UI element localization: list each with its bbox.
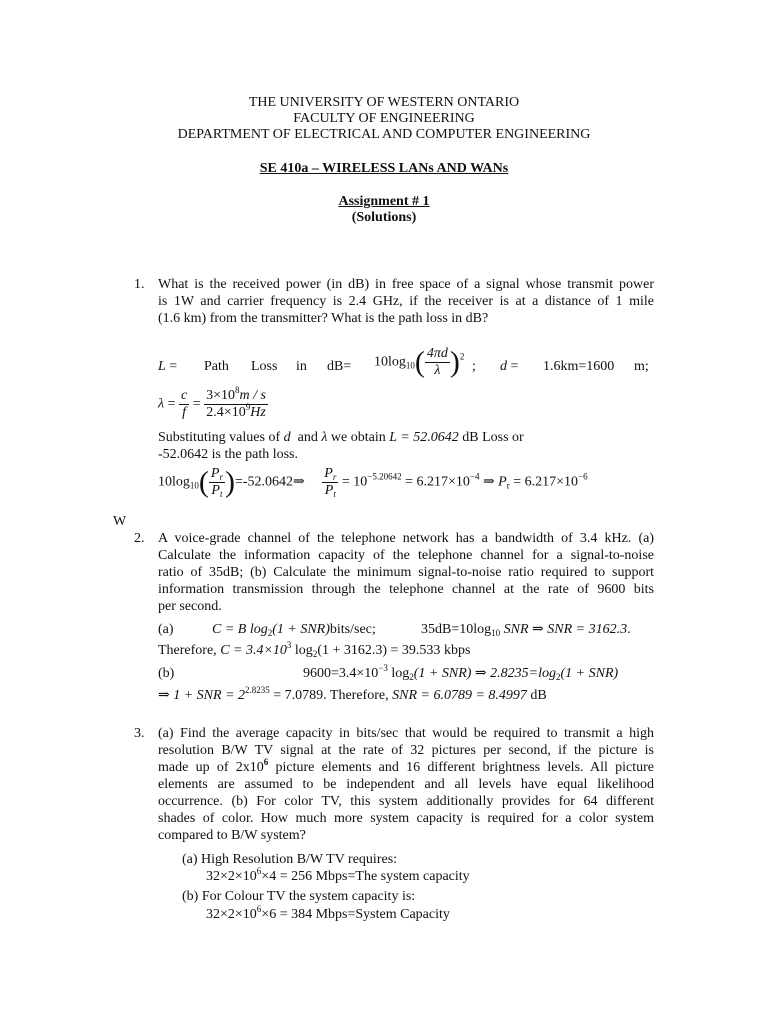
q1-d-unit: m; <box>634 359 649 374</box>
q1-path-loss-formula: $10\log_{10}$( $\frac{4\pi d}{\lambda}$ )$^2$ <box>374 345 465 379</box>
q2-line: A voice-grade channel of the telephone network has a bandwidth of 3.4 kHz. (a) <box>158 531 654 546</box>
q1-eq-word-db: dB= <box>327 359 352 374</box>
q2-line: information transmission through the telephone channel at the rate of 9600 bits <box>158 582 654 597</box>
q3-number: 3. <box>134 726 145 741</box>
q3-line: elements are assumed to be independent and all levels have equal likelihood <box>158 777 654 792</box>
q2-b-eq1: $9600=3.4\times 10^{-3}$ $\log_2(1 + SNR)$ ⇒ $2.8235=\log_2(1 + SNR)$ <box>303 663 619 682</box>
q1-power-ratio: $10\log_{10}$( $\frac{P_r}{P_t}$ )=-52.0642⇒ $\frac{P_r}{P_t}$ = $10^{-5.20642} = 6.217\times 10^{-4}$ ⇒ $P_r = 6.217\times 10^{-6}$ <box>158 465 588 499</box>
q2-line: ratio of 35dB; (b) Calculate the minimum signal-to-noise ratio required to support <box>158 565 654 580</box>
q1-eq-word-in: in <box>296 359 307 374</box>
q1-semicolon: ; <box>472 359 476 374</box>
q2-line: per second. <box>158 599 222 614</box>
solutions-subtitle: (Solutions) <box>351 210 417 225</box>
university-title: THE UNIVERSITY OF WESTERN ONTARIO <box>248 95 520 110</box>
q1-line: What is the received power (in dB) in free space of a signal whose transmit power <box>158 277 654 292</box>
q2-a-snr: $35dB=10\log_{10}$ SNR ⇒ SNR = 3162.3. <box>421 622 631 638</box>
q1-d-value: 1.6km=1600 <box>543 359 615 374</box>
q3-b-head: (b) For Colour TV the system capacity is: <box>182 889 416 904</box>
q3-line: compared to B/W system? <box>158 828 306 843</box>
q3-line: made up of $2x10^6$ picture elements and 16 different brightness levels. All picture <box>158 757 655 775</box>
q2-a-formula: C = B $\log_2(1$ + SNR)bits/sec; <box>212 622 376 638</box>
q2-line: Calculate the information capacity of the telephone channel for a signal-to-noise <box>158 548 654 563</box>
assignment-title: Assignment # 1 <box>338 194 430 209</box>
q2-b-label: (b) <box>158 666 175 681</box>
q2-text <box>158 530 654 615</box>
q1-eq-word-loss: Loss <box>251 359 278 374</box>
department-title: DEPARTMENT OF ELECTRICAL AND COMPUTER ENGINEERING <box>177 127 591 142</box>
q1-substituting: Substituting values of d and λ we obtain L = 52.0642 dB Loss or <box>158 430 524 445</box>
faculty-title: FACULTY OF ENGINEERING <box>293 111 475 126</box>
q1-eq-L: L = <box>158 359 178 374</box>
q2-b-eq2: ⇒ 1 + SNR = $2^{2.8235} = 7.0789$. Therefore, SNR = 6.0789 = 8.4997 dB <box>158 685 547 703</box>
q1-lambda-eq: λ = $\frac{c}{f}$ = $\frac{3\times 10^8m / s}{2.4\times 10^9Hz}$ <box>158 385 266 420</box>
q1-eq-word-path: Path <box>204 359 229 374</box>
q3-line: resolution B/W TV signal at the rate of 32 pictures per second, if the picture is <box>158 743 654 758</box>
stray-mark: W <box>113 514 127 529</box>
q3-line: occurrence. (b) For color TV, this system additionally provides for 64 different <box>158 794 654 809</box>
q1-text <box>158 276 654 327</box>
q3-text <box>158 725 654 844</box>
q2-therefore: Therefore, $C = 3.4\times 10^3$ $\log_2(1 + 3162.3) = 39.533$ kbps <box>158 640 471 659</box>
q1-d-var: d = <box>500 359 519 374</box>
course-title: SE 410a – WIRELESS LANs AND WANs <box>259 161 509 176</box>
q3-a-calc: $32\times 2\times 10^6\times 4 = 256$ Mbps=The system capacity <box>206 866 470 884</box>
q1-path-loss-line: -52.0642 is the path loss. <box>158 447 298 462</box>
q1-line: is 1W and carrier frequency is 2.4 GHz, if the receiver is at a distance of 1 mile <box>158 294 654 309</box>
q3-line: (a) Find the average capacity in bits/sec that would be required to transmit a high <box>158 726 654 741</box>
q3-b-calc: $32\times 2\times 10^6\times 6 = 384$ Mbps=System Capacity <box>206 904 450 922</box>
q2-a-label: (a) <box>158 622 174 637</box>
q2-number: 2. <box>134 531 145 546</box>
q3-a-head: (a) High Resolution B/W TV requires: <box>182 852 398 867</box>
q1-number: 1. <box>134 277 145 292</box>
q1-line: (1.6 km) from the transmitter? What is the path loss in dB? <box>158 311 489 326</box>
q3-line: shades of color. How much more system capacity is required for a color system <box>158 811 654 826</box>
